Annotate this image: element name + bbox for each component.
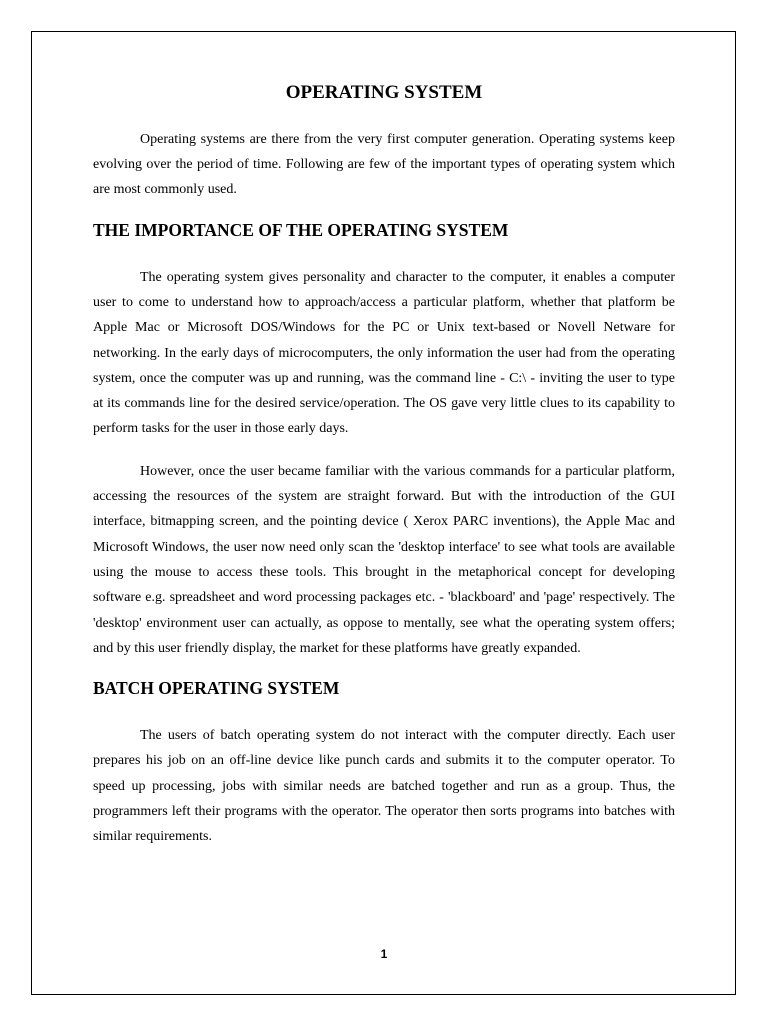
batch-paragraph-1: The users of batch operating system do not interact with the computer directly. Each user prepares his job on an off-line device like punch cards and submits it to the computer operator. To speed up processing, jobs with similar needs are batched together and run as a group. Thus, the programmers left their programs with the operator. The operator then sorts programs into batches with similar requirements. — [93, 728, 675, 845]
section-heading-importance: THE IMPORTANCE OF THE OPERATING SYSTEM — [93, 219, 509, 240]
intro-paragraph: Operating systems are there from the very first computer generation. Operating systems keep evolving over the period of time. Following are few of the important types of operating system which are most commonly used. — [93, 131, 675, 198]
page-number: 1 — [380, 947, 388, 961]
page-title: OPERATING SYSTEM — [285, 82, 483, 103]
importance-paragraph-1: The operating system gives personality and character to the computer, it enables a computer user to come to understand how to approach/access a particular platform, whether that platform be Apple Mac or Microsoft DOS/Windows for the PC or Unix text-based or Novell Netware for networking. In the early days of microcomputers, the only information the user had from the operating system, once the computer was up and running, was the command line - C:\ - inviting the user to type at its commands line for the desired service/operation. The OS gave very little clues to its capability to perform tasks for the user in those early days. — [93, 269, 675, 437]
section-heading-batch: BATCH OPERATING SYSTEM — [93, 678, 340, 699]
importance-paragraph-2: However, once the user became familiar with the various commands for a particular platform, accessing the resources of the system are straight forward. But with the introduction of the GUI interface, bitmapping screen, and the pointing device ( Xerox PARC inventions), the Apple Mac and Microsoft Windows, the user now need only scan the 'desktop interface' to see what tools are available using the mouse to access these tools. This brought in the metaphorical concept for developing software e.g. spreadsheet and word processing packages etc. - 'blackboard' and 'page' respectively. The 'desktop' environment user can actually, as oppose to mentally, see what the operating system offers; and by this user friendly display, the market for these platforms have greatly expanded. — [93, 463, 675, 656]
page-content — [93, 82, 675, 867]
